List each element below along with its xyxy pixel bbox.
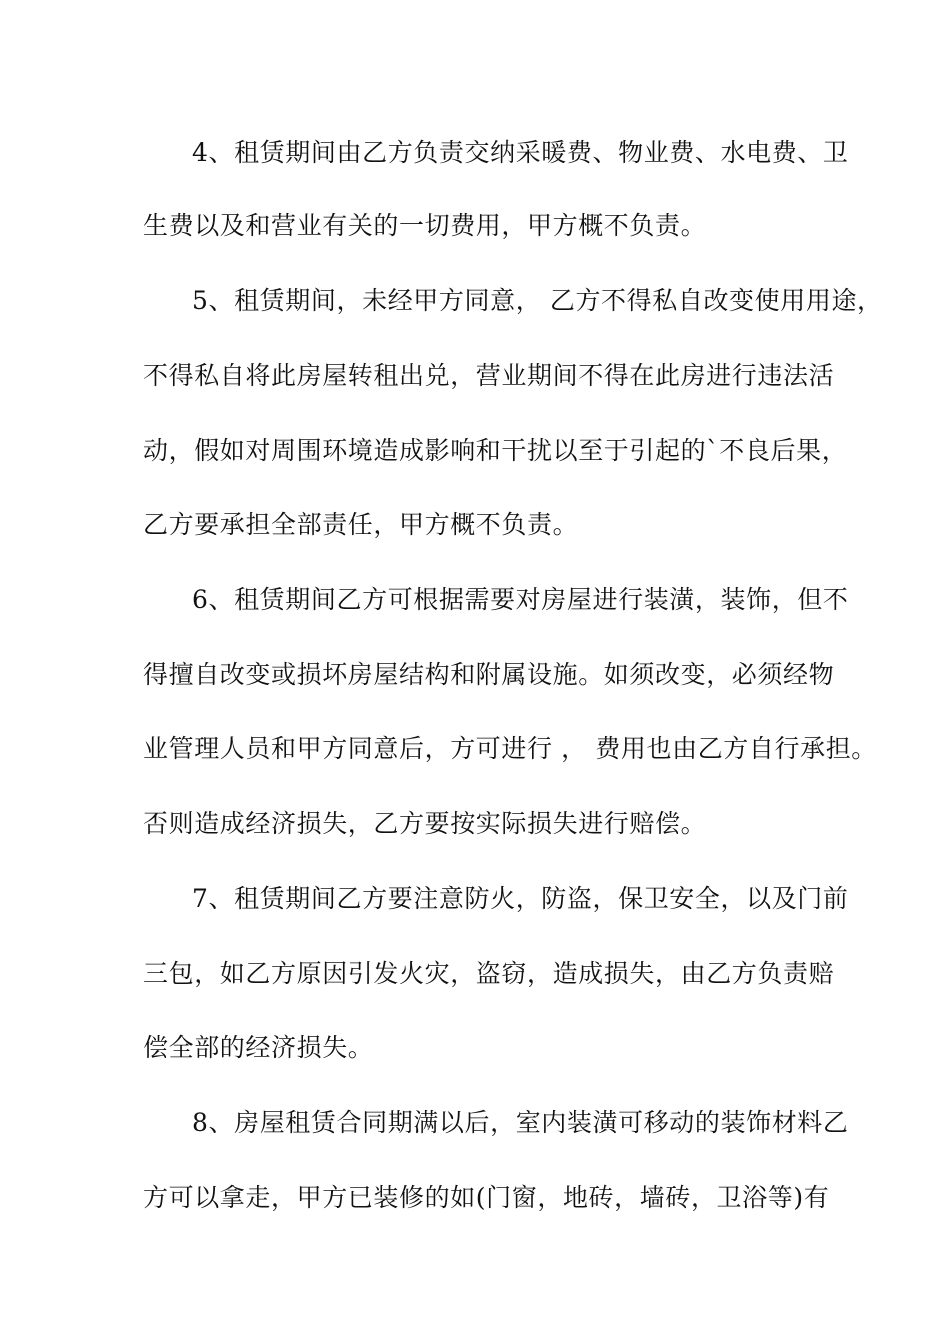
clause-6-line-4: 否则造成经济损失，乙方要按实际损失进行赔偿。 bbox=[143, 809, 707, 838]
clause-6-line-1: 6、租赁期间乙方可根据需要对房屋进行装潢，装饰，但不 bbox=[192, 585, 849, 614]
clause-5-line-1: 5、租赁期间，未经甲方同意， 乙方不得私自改变使用用途， bbox=[192, 286, 883, 315]
clause-5-line-3: 动，假如对周围环境造成影响和干扰以至于引起的`不良后果， bbox=[143, 436, 848, 465]
clause-5-line-2: 不得私自将此房屋转租出兑，营业期间不得在此房进行违法活 bbox=[143, 361, 835, 390]
clause-6-line-3: 业管理人员和甲方同意后，方可进行 ， 费用也由乙方自行承担。 bbox=[143, 734, 877, 763]
clause-4-line-1: 4、租赁期间由乙方负责交纳采暖费、物业费、水电费、卫 bbox=[192, 138, 849, 167]
clause-7-line-1: 7、租赁期间乙方要注意防火，防盗，保卫安全，以及门前 bbox=[192, 884, 849, 913]
clause-8-line-1: 8、房屋租赁合同期满以后，室内装潢可移动的装饰材料乙 bbox=[192, 1108, 849, 1137]
clause-6-line-2: 得擅自改变或损坏房屋结构和附属设施。如须改变，必须经物 bbox=[143, 660, 835, 689]
clause-7-line-2: 三包，如乙方原因引发火灾，盗窃，造成损失，由乙方负责赔 bbox=[143, 959, 835, 988]
clause-4-line-2: 生费以及和营业有关的一切费用，甲方概不负责。 bbox=[143, 211, 707, 240]
clause-7-line-3: 偿全部的经济损失。 bbox=[143, 1033, 374, 1062]
clause-8-line-2: 方可以拿走，甲方已装修的如(门窗，地砖，墙砖，卫浴等)有 bbox=[143, 1183, 830, 1212]
clause-5-line-4: 乙方要承担全部责任，甲方概不负责。 bbox=[143, 510, 579, 539]
